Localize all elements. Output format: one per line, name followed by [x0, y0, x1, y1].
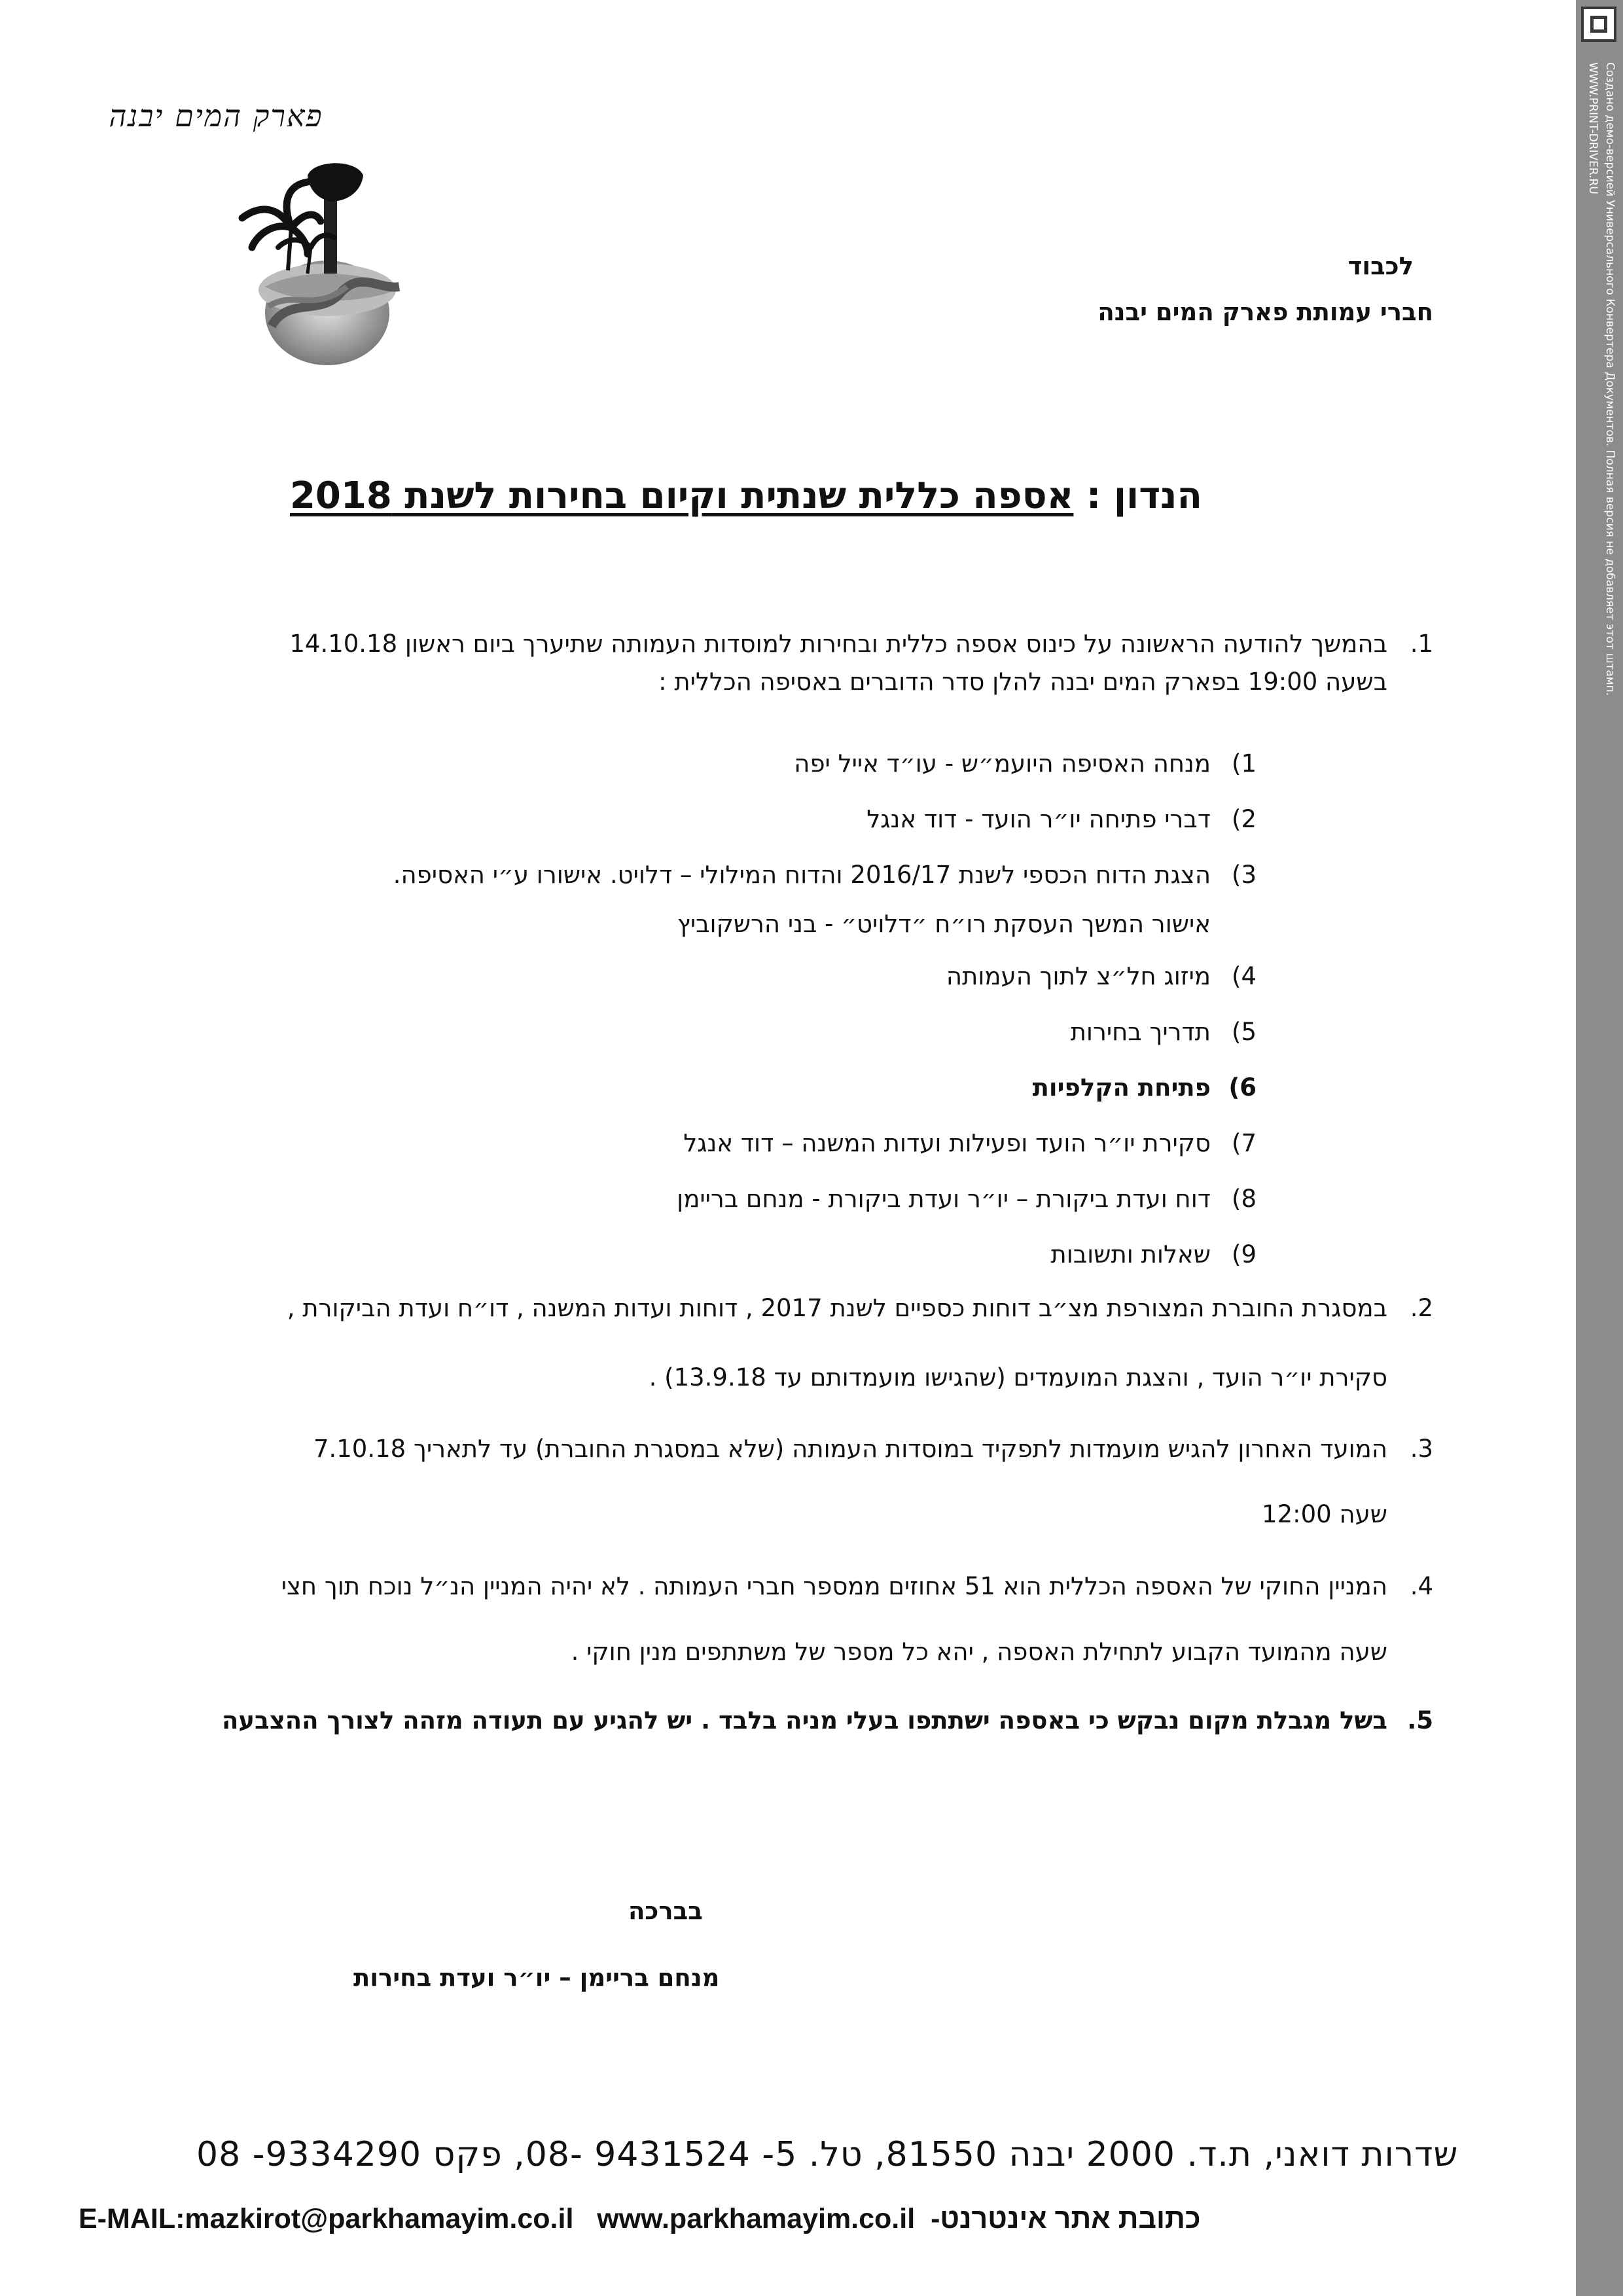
agenda-number: 6) [1228, 1073, 1257, 1102]
item-line: שעה מהמועד הקבוע לתחילת האספה , יהא כל מספר של משתתפים מנין חוקי . [571, 1638, 1387, 1666]
agenda-number: 7) [1232, 1129, 1257, 1157]
subject-line [288, 475, 1204, 517]
addressee-recipients: חברי עמותת פארק המים יבנה [1097, 298, 1433, 326]
agenda-number: 9) [1232, 1240, 1257, 1268]
agenda-text: דוח ועדת ביקורת – יו״ר ועדת ביקורת - מנחם בריימן [677, 1185, 1211, 1213]
agenda-text: הצגת הדוח הכספי לשנת 2016/17 והדוח המילולי – דלויט. אישורו ע״י האסיפה. [393, 861, 1211, 889]
agenda-number: 4) [1232, 962, 1257, 990]
footer-email: E-MAIL:mazkirot@parkhamayim.co.il [79, 2203, 574, 2234]
list-item-1 [59, 625, 1433, 704]
item-line: המועד האחרון להגיש מועמדות לתפקיד במוסדות העמותה (שלא במסגרת החוברת) עד לתאריך 7.10.18 [313, 1435, 1387, 1463]
item-line: בשעה 19:00 בפארק המים יבנה להלן סדר הדוברים באסיפה הכללית : [658, 668, 1387, 696]
list-item-3 [59, 1430, 1433, 1535]
item-number: 1. [1410, 630, 1433, 658]
item-number: 3. [1410, 1435, 1433, 1463]
footer-address: שדרות דואני, ת.ד. 2000 יבנה 81550, טל. 5- 9431524 -08, פקס 9334290- 08 [196, 2135, 1459, 2174]
item-line: שעה 12:00 [1262, 1500, 1387, 1528]
conversion-stamp-strip [1576, 0, 1623, 2296]
agenda-number: 2) [1232, 805, 1257, 833]
footer-website: www.parkhamayim.co.il [597, 2203, 916, 2234]
agenda-text: פתיחת הקלפיות [1032, 1073, 1211, 1102]
item-line: בשל מגבלת מקום נבקש כי באספה ישתתפו בעלי מניה בלבד . יש להגיע עם תעודה מזהה לצורך ההצבעה [221, 1706, 1387, 1734]
agenda-text: שאלות ותשובות [1050, 1240, 1211, 1268]
subject-label: הנדון : [1086, 475, 1203, 517]
agenda-text: מנחה האסיפה היועמ״ש - עו״ד אייל יפה [794, 749, 1211, 778]
agenda-number: 3) [1232, 861, 1257, 889]
item-line: בהמשך להודעה הראשונה על כינוס אספה כללית ובחירות למוסדות העמותה שתיערך ביום ראשון 14.10.18 [289, 630, 1387, 658]
agenda-text: מיזוג חל״צ לתוך העמותה [946, 962, 1211, 990]
item-line: במסגרת החוברת המצורפת מצ״ב דוחות כספיים לשנת 2017 , דוחות ועדות המשנה , דו״ח ועדת הביקורת , [287, 1294, 1387, 1322]
list-item-2 [59, 1289, 1433, 1394]
signer-name: מנחם בריימן – יו״ר ועדת בחירות [353, 1964, 720, 1992]
list-item-5 [59, 1702, 1433, 1741]
agenda-text: סקירת יו״ר הועד ופעילות ועדות המשנה – דוד אנגל [683, 1129, 1211, 1157]
stamp-logo-icon [1581, 7, 1616, 42]
item-number: 5. [1407, 1706, 1433, 1734]
closing-regards: בברכה [628, 1897, 703, 1925]
agenda-subtext: אישור המשך העסקת רו״ח ״דלויט״ - בני הרשקוביץ [677, 910, 1211, 938]
stamp-text [1579, 62, 1618, 696]
water-park-logo-icon [209, 156, 432, 372]
footer-contact [79, 2203, 1201, 2235]
subject-text: אספה כללית שנתית וקיום בחירות לשנת 2018 [289, 475, 1074, 517]
stamp-text-line1: Создано демо-версией Универсального Конвертера Документов. Полная версия не добавляет этот штамп. [1603, 62, 1616, 696]
stamp-text-line2: WWW.PRINT-DRIVER.RU [1586, 62, 1599, 194]
item-number: 4. [1410, 1572, 1433, 1600]
list-item-4 [59, 1568, 1433, 1672]
agenda-number: 5) [1232, 1018, 1257, 1046]
agenda-number: 1) [1232, 749, 1257, 778]
item-number: 2. [1410, 1294, 1433, 1322]
item-line: סקירת יו״ר הועד , והצגת המועמדים (שהגישו מועמדותם עד 13.9.18) . [649, 1363, 1387, 1391]
item-line: המניין החוקי של האספה הכללית הוא 51 אחוזים ממספר חברי העמותה . לא יהיה המניין הנ״ל נוכח תוך חצי [281, 1572, 1387, 1600]
addressee-salutation: לכבוד [1347, 252, 1414, 280]
footer-website-label: כתובת אתר אינטרנט- [931, 2203, 1201, 2234]
agenda-text: תדריך בחירות [1070, 1018, 1211, 1046]
agenda-text: דברי פתיחה יו״ר הועד - דוד אנגל [866, 805, 1211, 833]
brand-name: פארק המים יבנה [109, 98, 323, 134]
agenda-number: 8) [1232, 1185, 1257, 1213]
